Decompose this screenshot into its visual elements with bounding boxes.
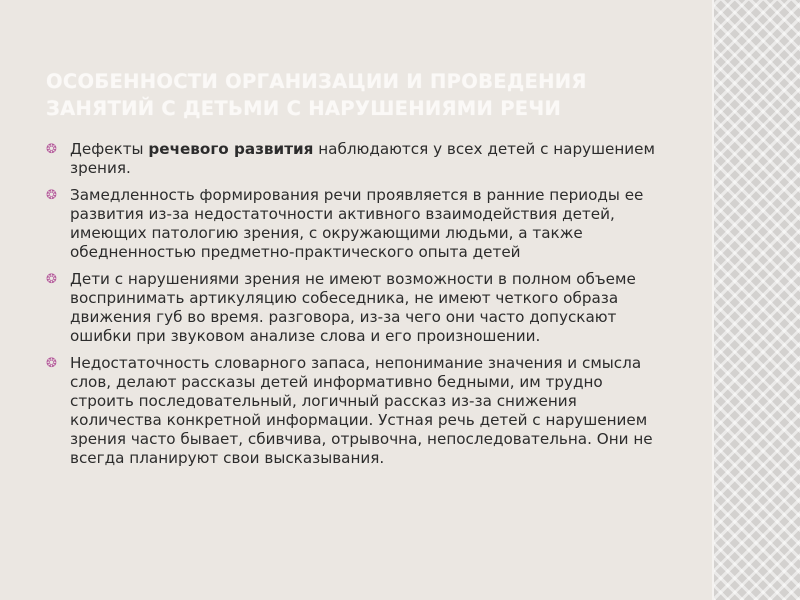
decorative-side-panel (712, 0, 800, 600)
bullet-marker-icon: ❂ (46, 188, 57, 203)
bullet-text-bold: речевого развития (148, 140, 314, 158)
bullet-item (46, 186, 666, 262)
bullet-marker-icon: ❂ (46, 142, 57, 157)
bullet-item (46, 140, 666, 178)
bullet-item (46, 270, 666, 346)
slide-title: ОСОБЕННОСТИ ОРГАНИЗАЦИИ И ПРОВЕДЕНИЯ ЗАНЯТИЙ С ДЕТЬМИ С НАРУШЕНИЯМИ РЕЧИ (46, 70, 587, 120)
bullet-text: Дети с нарушениями зрения не имеют возможности в полном объеме воспринимать артикуляцию собеседника, не имеют четкого образа движения губ во время. разговора, из-за чего они часто допускают ошибки при звуковом анализе слова и его произношении. (70, 270, 636, 345)
bullet-item (46, 354, 666, 468)
bullet-marker-icon: ❂ (46, 356, 57, 371)
bullet-text-prefix: Дефекты (70, 140, 149, 158)
bullet-marker-icon: ❂ (46, 272, 57, 287)
bullet-text-suffix: наблюдаются у всех детей с нарушением зрения. (70, 140, 655, 177)
bullet-list (46, 140, 666, 476)
bullet-text: Недостаточность словарного запаса, непонимание значения и смысла слов, делают рассказы детей информативно бедными, им трудно строить последовательный, логичный рассказ из-за снижения количества конкретной информации. Устная речь детей с нарушением зрения часто бывает, сбивчива, отрывочна, непоследовательна. Они не всегда планируют свои высказывания. (70, 354, 653, 467)
bullet-text: Замедленность формирования речи проявляется в ранние периоды ее развития из-за недостаточности активного взаимодействия детей, имеющих патологию зрения, с окружающими людьми, а также обедненностью предметно-практического опыта детей (70, 186, 644, 261)
